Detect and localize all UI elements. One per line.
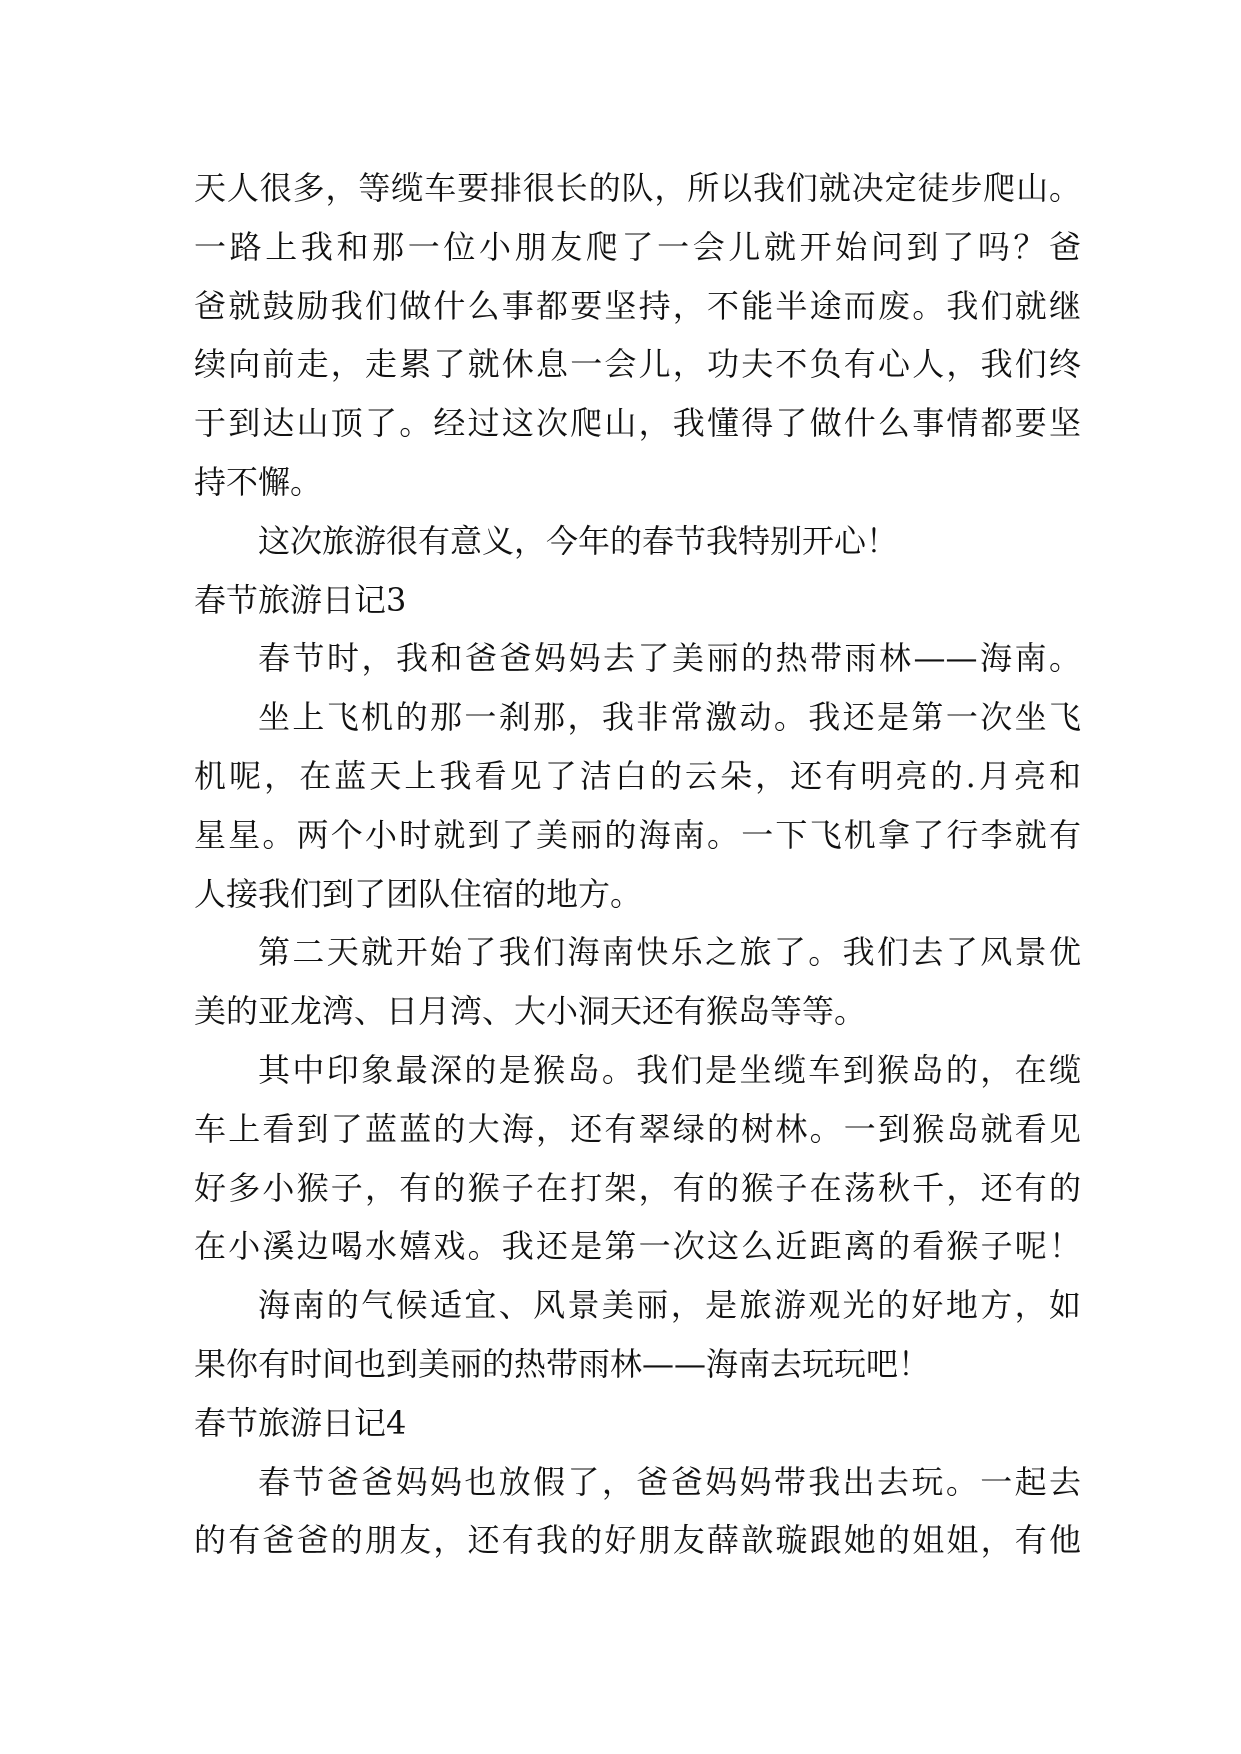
- paragraph-line: 果你有时间也到美丽的热带雨林——海南去玩玩吧！: [194, 1344, 931, 1383]
- paragraph-line: 持不懈。: [194, 462, 323, 501]
- paragraph: [194, 1041, 1081, 1276]
- paragraph-line: 星星。两个小时就到了美丽的海南。一下飞机拿了行李就有: [194, 815, 1081, 854]
- paragraph: [194, 688, 1081, 923]
- paragraph-line: 好多小猴子，有的猴子在打架，有的猴子在荡秋千，还有的: [194, 1168, 1081, 1207]
- section-heading: 春节旅游日记4: [194, 1403, 407, 1442]
- paragraph-line: 其中印象最深的是猴岛。我们是坐缆车到猴岛的，在缆: [258, 1050, 1081, 1089]
- paragraph-line: 坐上飞机的那一刹那，我非常激动。我还是第一次坐飞: [258, 698, 1081, 737]
- paragraph-line: 机呢，在蓝天上我看见了洁白的云朵，还有明亮的.月亮和: [194, 756, 1081, 795]
- paragraph-line: 春节爸爸妈妈也放假了，爸爸妈妈带我出去玩。一起去: [258, 1462, 1081, 1501]
- document-body: [194, 159, 1081, 1570]
- paragraph-line: 车上看到了蓝蓝的大海，还有翠绿的树林。一到猴岛就看见: [194, 1109, 1081, 1148]
- paragraph-line: 续向前走，走累了就休息一会儿，功夫不负有心人，我们终: [194, 345, 1081, 384]
- paragraph-line: 春节时，我和爸爸妈妈去了美丽的热带雨林——海南。: [258, 639, 1081, 678]
- paragraph-line: 天人很多，等缆车要排很长的队，所以我们就决定徒步爬山。: [194, 169, 1081, 207]
- paragraph-line: 的有爸爸的朋友，还有我的好朋友薛歆璇跟她的姐姐，有他: [194, 1521, 1081, 1560]
- paragraph: [194, 1276, 1081, 1394]
- paragraph: [194, 1453, 1081, 1571]
- paragraph-line: 美的亚龙湾、日月湾、大小洞天还有猴岛等等。: [194, 992, 867, 1031]
- section-heading: 春节旅游日记3: [194, 580, 407, 619]
- paragraph-line: 于到达山顶了。经过这次爬山，我懂得了做什么事情都要坚: [194, 404, 1081, 443]
- paragraph-line: 一路上我和那一位小朋友爬了一会儿就开始问到了吗？爸: [194, 227, 1081, 266]
- paragraph-line: 爸就鼓励我们做什么事都要坚持，不能半途而废。我们就继: [194, 286, 1081, 325]
- paragraph: [194, 512, 1081, 571]
- paragraph: [194, 923, 1081, 1041]
- paragraph: [194, 629, 1081, 688]
- paragraph-line: 第二天就开始了我们海南快乐之旅了。我们去了风景优: [258, 933, 1081, 972]
- paragraph-line: 海南的气候适宜、风景美丽，是旅游观光的好地方，如: [258, 1286, 1081, 1325]
- paragraph-line: 人接我们到了团队住宿的地方。: [194, 874, 643, 913]
- paragraph: [194, 159, 1081, 512]
- paragraph-line: 这次旅游很有意义，今年的春节我特别开心！: [258, 521, 899, 560]
- paragraph-line: 在小溪边喝水嬉戏。我还是第一次这么近距离的看猴子呢！: [194, 1227, 1081, 1266]
